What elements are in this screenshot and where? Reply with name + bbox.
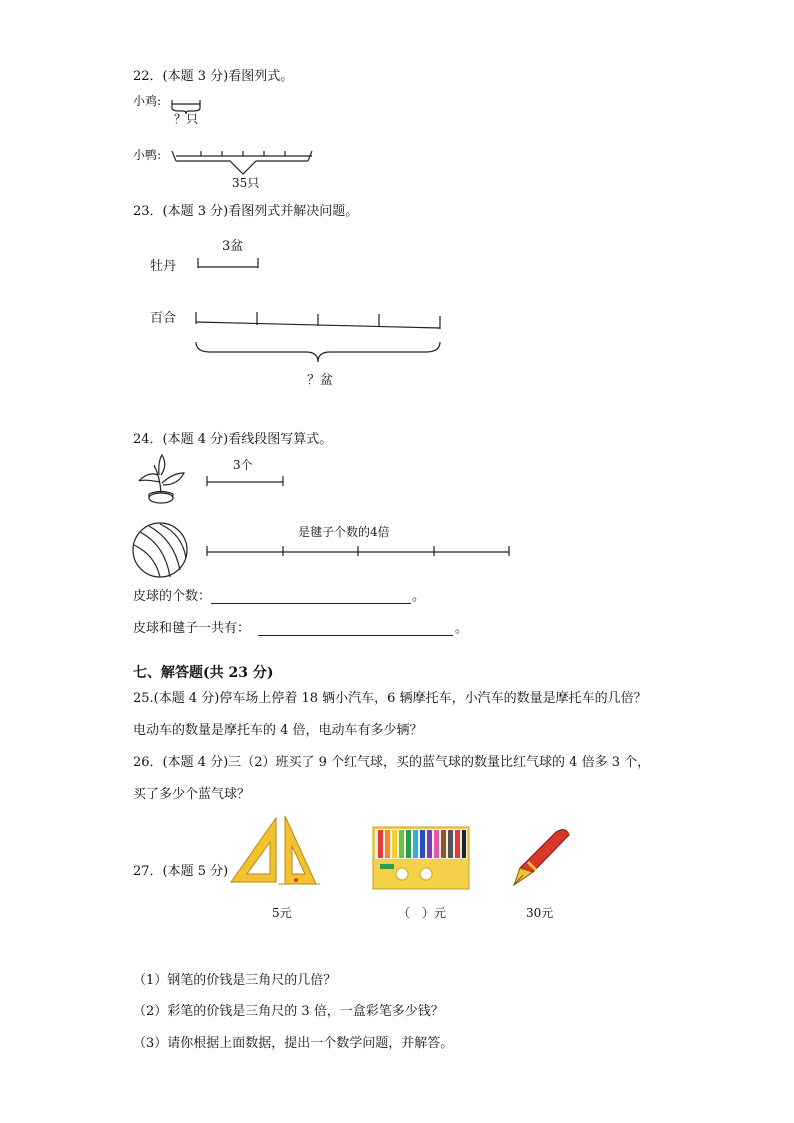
peony-label: 牡丹: [150, 259, 177, 274]
ball-segment: [207, 546, 509, 556]
chick-label: 小鸡:: [133, 94, 162, 108]
shuttlecock-icon: [139, 455, 184, 503]
q24-title: 24．(本题 4 分)看线段图写算式。: [133, 432, 333, 447]
ball-count-answer-blank[interactable]: [211, 603, 411, 604]
ball-icon: [133, 523, 187, 577]
blank2-prefix: 皮球和毽子一共有：: [133, 621, 251, 636]
pen-price: 30元: [526, 906, 554, 920]
q22-title: 22．(本题 3 分)看图列式。: [133, 69, 294, 84]
q27-sub2: （2）彩笔的价钱是三角尺的 3 倍，一盒彩笔多少钱？: [133, 1004, 444, 1019]
q27-title: 27．(本题 5 分): [133, 864, 229, 879]
q27-sub1: （1）钢笔的价钱是三角尺的几倍？: [133, 973, 337, 988]
marker-price: （ ）元: [398, 906, 447, 920]
q25-line2: 电动车的数量是摩托车的 4 倍，电动车有多少辆？: [133, 723, 423, 738]
blank2-suffix: 。: [455, 621, 469, 636]
q27-sub3: （3）请你根据上面数据，提出一个数学问题，并解答。: [133, 1036, 454, 1051]
peony-segment: [198, 258, 258, 268]
chick-quantity: ？只: [174, 112, 199, 126]
lily-quantity: ？盆: [307, 373, 334, 388]
lily-label: 百合: [150, 311, 177, 326]
shuttlecock-quantity: 3个: [233, 458, 253, 472]
duck-label: 小鸭:: [133, 148, 162, 162]
blank1-prefix: 皮球的个数：: [133, 589, 212, 604]
blank1-suffix: 。: [412, 589, 426, 604]
ball-note: 是毽子个数的4倍: [298, 525, 390, 539]
q25-line1: 25.(本题 4 分)停车场上停着 18 辆小汽车，6 辆摩托车，小汽车的数量是摩托车的几倍？: [133, 691, 647, 706]
shuttlecock-segment: [207, 476, 283, 486]
total-answer-blank[interactable]: [258, 635, 453, 636]
lily-segment: [196, 312, 440, 362]
duck-segment: [172, 151, 312, 174]
marker-box-icon: [373, 827, 469, 889]
ruler-price: 5元: [272, 906, 292, 920]
peony-quantity: 3盆: [222, 239, 244, 254]
section-heading: 七、解答题(共 23 分): [133, 665, 274, 681]
duck-quantity: 35只: [232, 176, 260, 190]
q26-line2: 买了多少个蓝气球？: [133, 787, 251, 802]
q26-line1: 26．(本题 4 分)三（2）班买了 9 个红气球，买的蓝气球的数量比红气球的 4 倍多 3 个，: [133, 755, 651, 770]
q23-title: 23．(本题 3 分)看图列式并解决问题。: [133, 204, 359, 219]
triangle-ruler-icon: [231, 816, 320, 884]
chick-segment: [172, 100, 200, 114]
fountain-pen-icon: [514, 830, 569, 885]
